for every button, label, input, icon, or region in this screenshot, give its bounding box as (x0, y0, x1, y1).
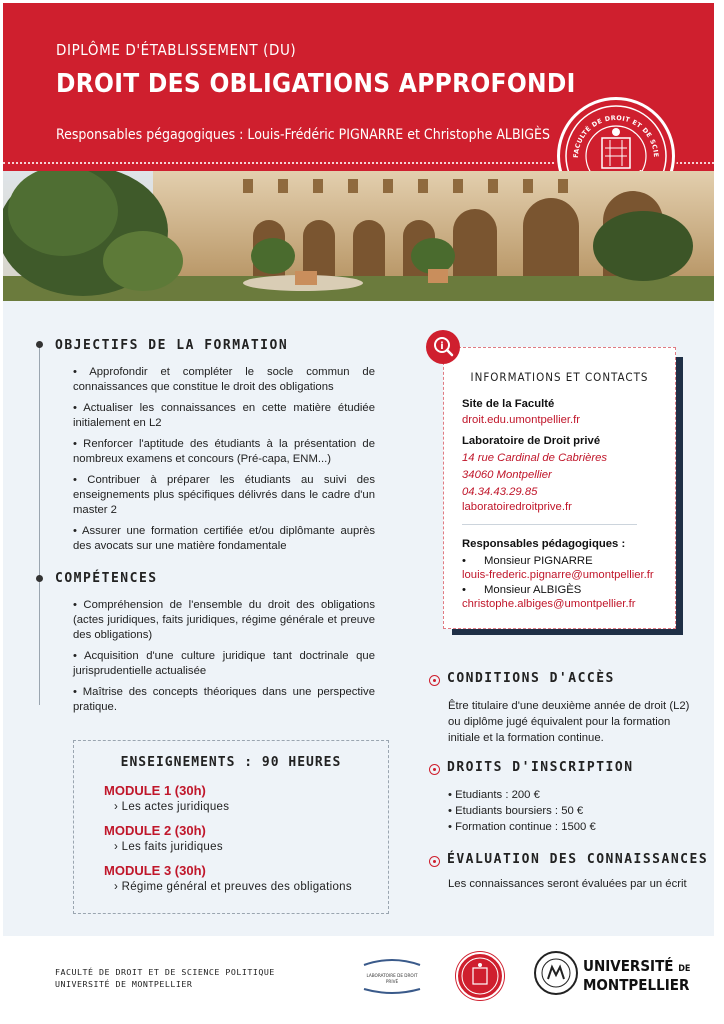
evaluation-text: Les connaissances seront évaluées par un écrit (448, 878, 687, 890)
droit-item: • Formation continue : 1500 € (448, 821, 596, 833)
svg-text:i: i (440, 341, 444, 352)
conditions-text: Être titulaire d'une deuxième année de droit (L2) ou diplôme jugé équivalent pour la formation initiale et la formation continue. (448, 700, 690, 744)
info-pin-icon (426, 330, 460, 364)
competences-list (73, 598, 375, 721)
resp-2-name: • Monsieur ALBIGÈS (462, 584, 582, 596)
droit-item: • Etudiants boursiers : 50 € (448, 805, 584, 817)
lab-label: Laboratoire de Droit privé (462, 435, 601, 447)
objectif-item: • Actualiser les connaissances en cette matière étudiée initialement en L2 (73, 402, 375, 429)
diploma-kicker: DIPLÔME D'ÉTABLISSEMENT (DU) (56, 41, 297, 59)
competence-item: • Acquisition d'une culture juridique tant doctrinale que jurisprudentielle actualisée (73, 650, 375, 677)
objectifs-list (73, 365, 375, 560)
droit-item: • Etudiants : 200 € (448, 789, 540, 801)
svg-text:PRIVÉ: PRIVÉ (385, 979, 399, 984)
competence-item: • Compréhension de l'ensemble du droit des obligations (actes juridiques, faits juridiques, régime générale et preuve des obligations) (73, 599, 375, 641)
objectif-item: • Renforcer l'aptitude des étudiants à la présentation de nombreux examens et concours (Pré-capa, ENM...) (73, 438, 375, 465)
module-3-title: MODULE 3 (30h) (104, 863, 206, 878)
lab-address-city: 34060 Montpellier (462, 469, 552, 481)
lab-logo-icon (360, 953, 424, 997)
resp-1-name: • Monsieur PIGNARRE (462, 555, 593, 567)
site-link[interactable]: droit.edu.umontpellier.fr (462, 414, 581, 426)
lab-address-street: 14 rue Cardinal de Cabrières (462, 452, 608, 464)
droits-bullet-icon (429, 764, 440, 775)
competence-item: • Maîtrise des concepts théoriques dans une perspective pratique. (73, 686, 375, 713)
footer-faculty-name: FACULTÉ DE DROIT ET DE SCIENCE POLITIQUE UNIVERSITÉ DE MONTPELLIER (55, 967, 275, 989)
module-1-title: MODULE 1 (30h) (104, 783, 206, 798)
page-title: DROIT DES OBLIGATIONS APPROFONDI (56, 69, 576, 99)
evaluation-bullet-icon (429, 856, 440, 867)
objectif-item: • Contribuer à préparer les étudiants au suivi des enseignements plus spécifiques délivrés dans le cadre d'un master 2 (73, 474, 375, 516)
managers-line: Responsables pégagogiques : Louis-Frédéric PIGNARRE et Christophe ALBIGÈS (56, 127, 551, 143)
objectif-item: • Approfondir et compléter le socle commun de connaissances que constitue le droit des obligations (73, 366, 375, 393)
enseignements-box (73, 740, 389, 914)
resp-2-email[interactable]: christophe.albiges@umontpellier.fr (462, 598, 636, 610)
info-title: INFORMATIONS ET CONTACTS (470, 370, 649, 384)
enseignements-title: ENSEIGNEMENTS : 90 HEURES (120, 755, 342, 770)
evaluation-title: ÉVALUATION DES CONNAISSANCES (447, 852, 709, 867)
droits-list (448, 787, 596, 835)
conditions-bullet-icon (429, 675, 440, 686)
lab-link[interactable]: laboratoiredroitprive.fr (462, 501, 572, 513)
left-timeline (39, 343, 40, 705)
resp-1-email[interactable]: louis-frederic.pignarre@umontpellier.fr (462, 569, 654, 581)
card-divider (462, 524, 637, 525)
info-card (443, 347, 676, 629)
competences-title: COMPÉTENCES (55, 571, 158, 586)
um-emblem-icon (534, 951, 578, 995)
site-label: Site de la Faculté (462, 398, 555, 410)
module-2-title: MODULE 2 (30h) (104, 823, 206, 838)
conditions-title: CONDITIONS D'ACCÈS (447, 671, 615, 686)
droits-title: DROITS D'INSCRIPTION (447, 760, 634, 775)
faculty-footer-seal-icon (456, 952, 504, 1000)
lab-phone: 04.34.43.29.85 (462, 486, 538, 498)
module-3-subtitle: › Régime général et preuves des obligations (114, 881, 352, 893)
svg-text:LABORATOIRE DE DROIT: LABORATOIRE DE DROIT (366, 973, 418, 978)
resp-label: Responsables pédagogiques : (462, 538, 626, 550)
um-wordmark: UNIVERSITÉ DE MONTPELLIER (583, 957, 691, 994)
objectifs-title: OBJECTIFS DE LA FORMATION (55, 338, 289, 353)
objectif-item: • Assurer une formation certifiée et/ou diplômante auprès des avocats sur une matière fondamentale (73, 525, 375, 552)
svg-text:FACULTÉ DE DROIT ET DE SCIENCE: FACULTÉ DE DROIT ET DE SCIE (571, 113, 661, 159)
cloister-photo (3, 171, 714, 301)
module-1-subtitle: › Les actes juridiques (114, 801, 230, 813)
module-2-subtitle: › Les faits juridiques (114, 841, 223, 853)
competences-dot (36, 575, 43, 582)
objectifs-dot (36, 341, 43, 348)
